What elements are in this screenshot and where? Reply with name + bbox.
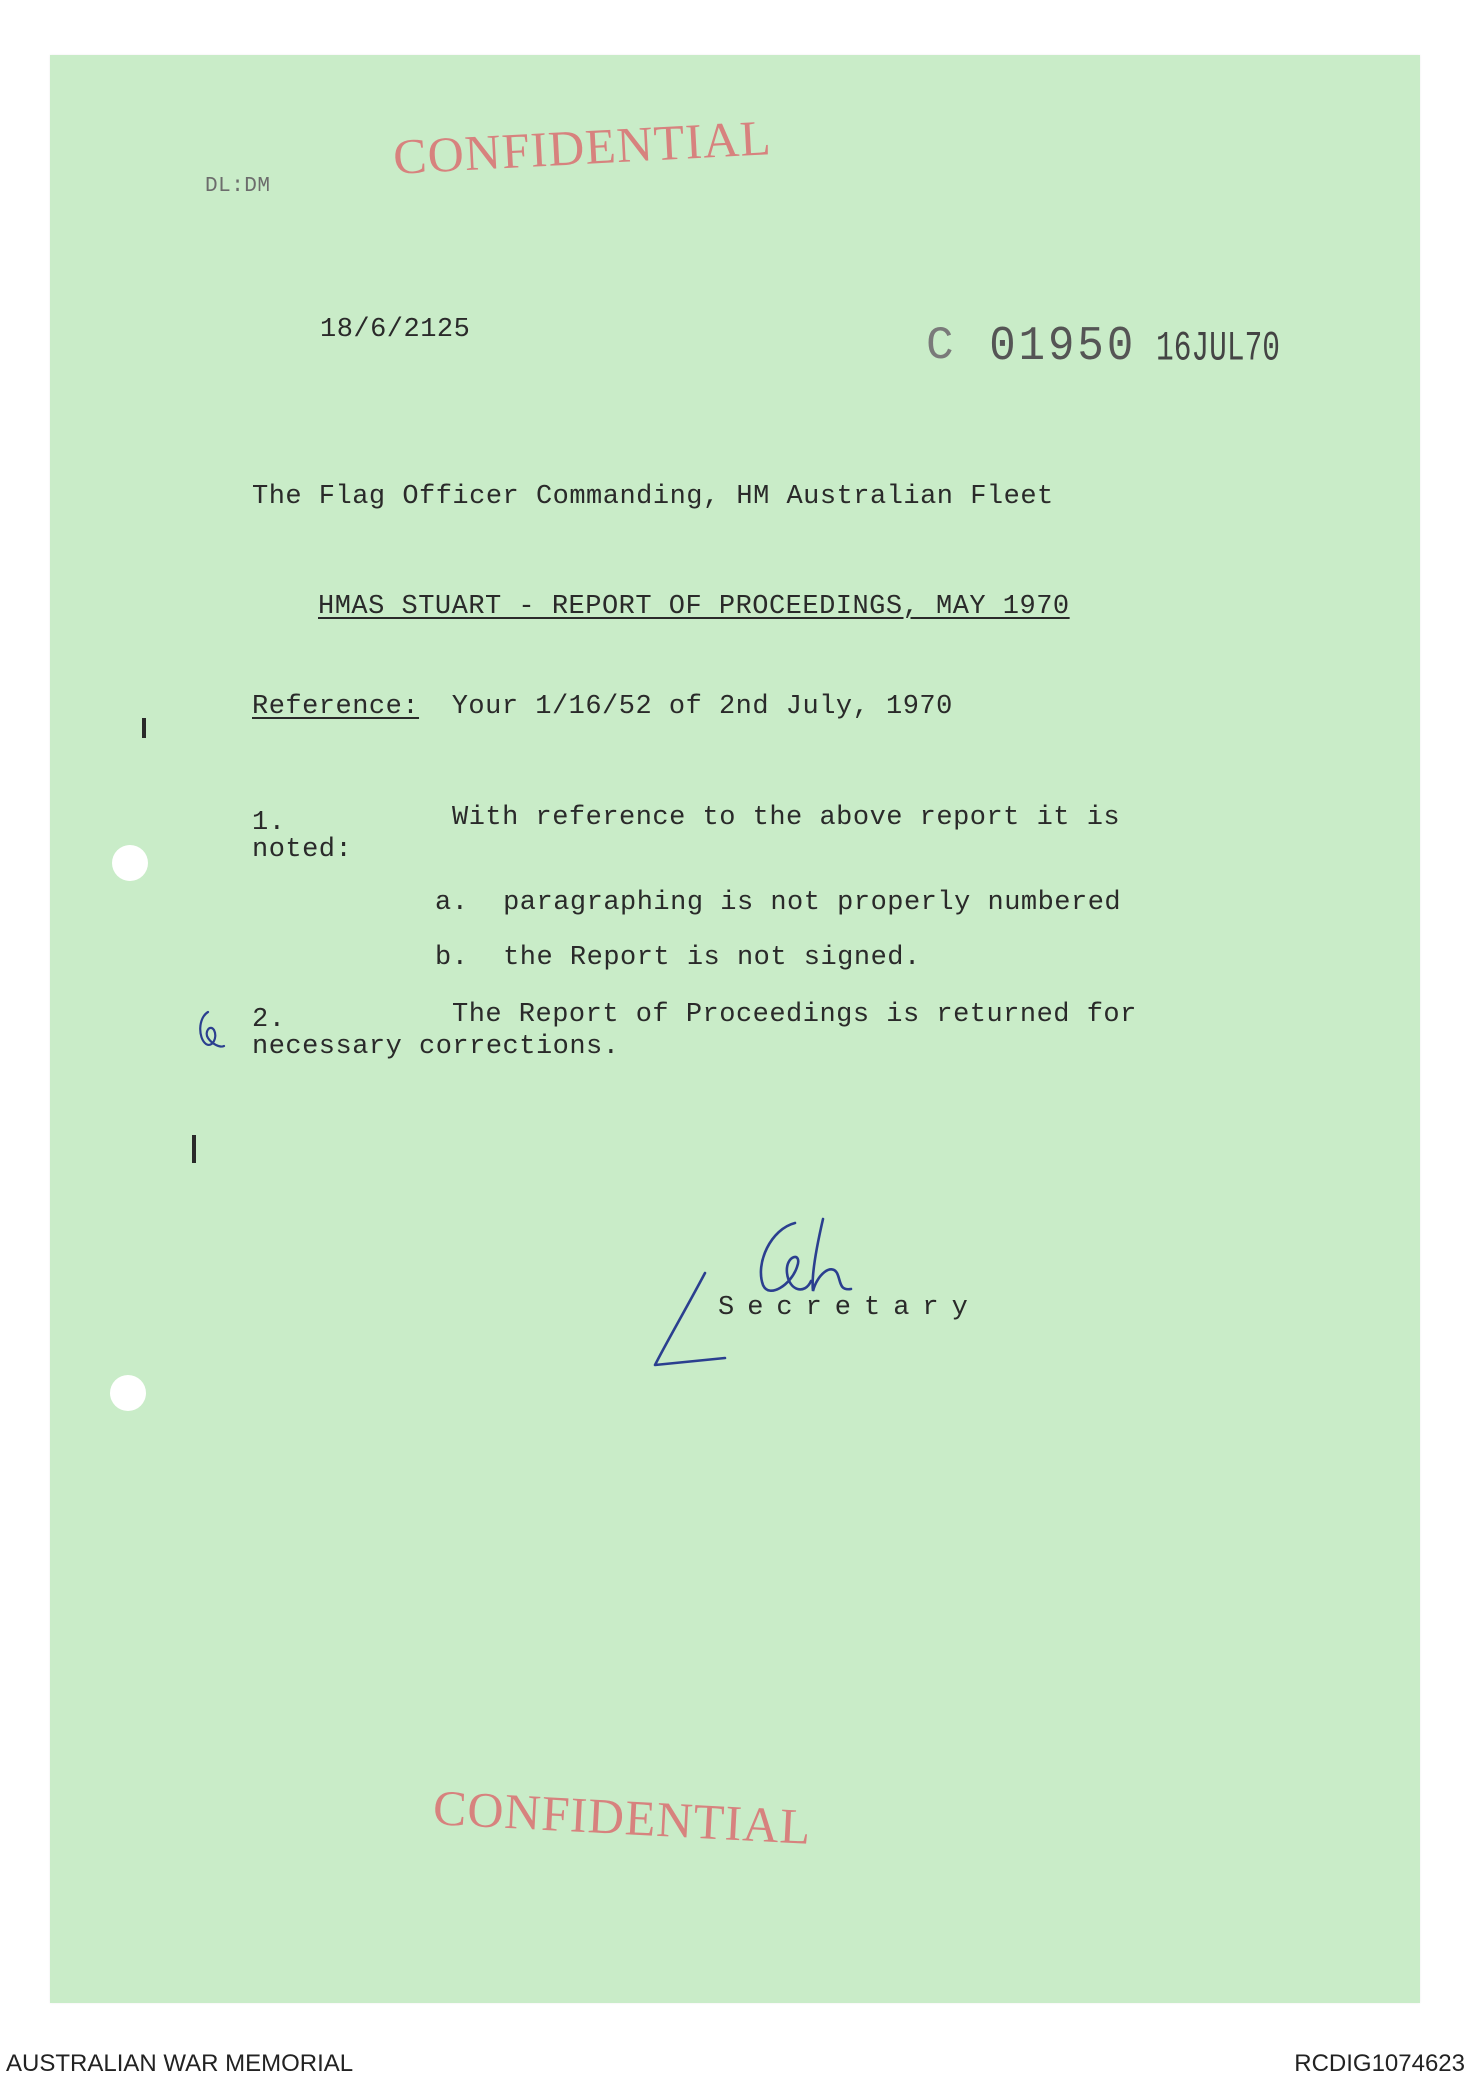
file-reference: 18/6/2125 [320, 315, 471, 345]
handwritten-margin-mark [194, 1008, 228, 1054]
registry-letter: C [926, 320, 954, 372]
subject-heading: HMAS STUART - REPORT OF PROCEEDINGS, MAY 1970 [318, 592, 1070, 622]
archive-reference-id: RCDIG1074623 [1294, 2050, 1465, 2077]
margin-mark-upper [142, 718, 146, 738]
confidential-stamp-bottom: CONFIDENTIAL [431, 1779, 813, 1855]
registry-number: 01950 [989, 319, 1137, 375]
reference-line [252, 692, 953, 722]
para2-text: The Report of Proceedings is returned for [452, 1000, 1137, 1030]
punch-hole-lower [110, 1375, 146, 1411]
registry-date: 16JUL70 [1155, 324, 1280, 373]
confidential-stamp-top: CONFIDENTIAL [391, 109, 773, 185]
reference-text: Your 1/16/52 of 2nd July, 1970 [451, 692, 953, 722]
punch-hole-upper [112, 845, 148, 881]
para1-text: With reference to the above report it is [452, 803, 1121, 833]
list-item-letter: b. [435, 943, 469, 973]
signatory-title: Secretary [718, 1293, 981, 1323]
margin-mark-lower [192, 1135, 196, 1163]
addressee: The Flag Officer Commanding, HM Australian Fleet [252, 482, 1054, 512]
reference-label: Reference: [252, 692, 420, 722]
archive-credit: AUSTRALIAN WAR MEMORIAL [6, 2050, 354, 2077]
list-item-text: the Report is not signed. [503, 943, 921, 973]
para1-continuation: noted: [252, 835, 353, 865]
para1-number: 1. [252, 808, 286, 838]
para2-continuation: necessary corrections. [252, 1032, 620, 1062]
list-item-text: paragraphing is not properly numbered [503, 888, 1122, 918]
registry-stamp [926, 319, 1307, 375]
typist-initials: DL:DM [205, 175, 271, 198]
list-item [435, 943, 921, 973]
list-item-letter: a. [435, 888, 469, 918]
para2-number: 2. [252, 1005, 286, 1035]
list-item [435, 888, 1121, 918]
